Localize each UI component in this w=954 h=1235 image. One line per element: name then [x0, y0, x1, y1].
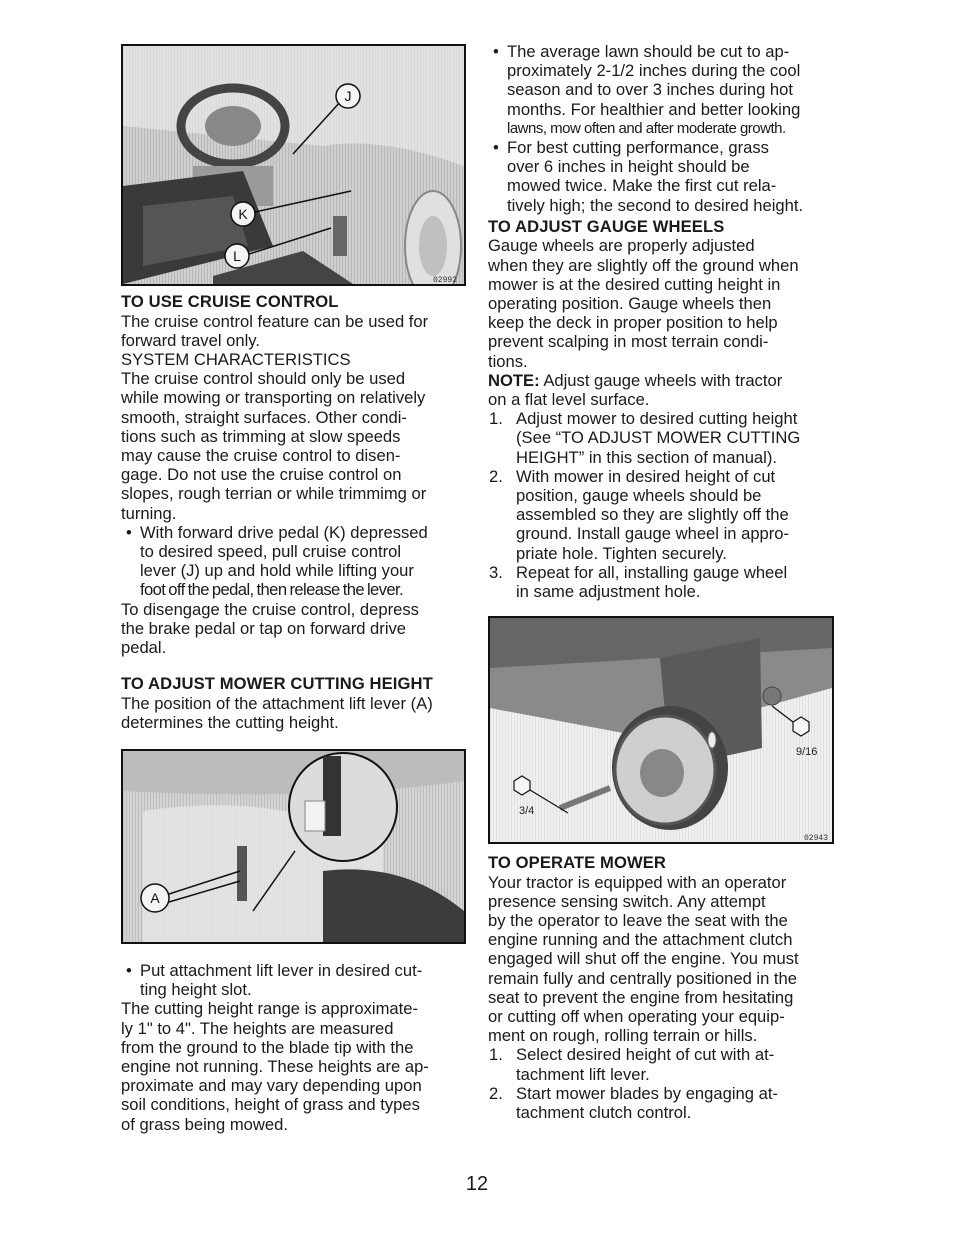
callout-l-label: L — [233, 248, 241, 264]
gauge-wheel-illustration — [490, 618, 832, 842]
left-column-lower — [121, 961, 466, 1134]
cutting-height-body: The cutting height range is approximate- ly 1" to 4". The heights are measured from the ground to the blade tip with the engine not running. These heights are ap- proximate and may vary depending upon soil conditions, height of grass and types of grass being mowed. — [121, 999, 429, 1134]
cruise-control-illustration — [123, 46, 464, 284]
section-heading-gauge-wheels: TO ADJUST GAUGE WHEELS — [488, 216, 725, 236]
callout-j-label: J — [344, 88, 352, 104]
wrench-size-3-4: 3/4 — [519, 805, 535, 817]
system-characteristics-subheading: SYSTEM CHARACTERISTICS — [121, 349, 351, 369]
list-item: • With forward drive pedal (K) depressed to desired speed, pull cruise control lever (J) up and hold while lifting your foot off the pedal, then release the lever. — [121, 523, 466, 600]
section-heading-operate-mower: TO OPERATE MOWER — [488, 853, 666, 872]
wrench-size-9-16: 9/16 — [796, 746, 818, 758]
gauge-body: Gauge wheels are properly adjusted when they are slightly off the ground when mower is at the desired cutting height in operating position. Gauge wheels then keep the deck in proper position to help prevent scalping in most terrain condi- tions. — [488, 236, 799, 371]
callout-a-label: A — [150, 890, 160, 906]
figure-gauge-wheel — [488, 616, 834, 844]
left-column — [121, 292, 466, 732]
cruise-disengage: To disengage the cruise control, depress the brake pedal or tap on forward drive pedal. — [121, 599, 419, 657]
figure-code: 02943 — [803, 834, 828, 842]
list-item: • The average lawn should be cut to ap- proximately 2-1/2 inches during the cool season and to over 3 inches during hot months. For healthier and better looking lawns, mow often and after moderate growth. — [488, 42, 833, 138]
cruise-intro: The cruise control feature can be used for forward travel only. — [121, 311, 429, 350]
right-column-lower — [488, 853, 833, 1122]
section-heading-cutting-height: TO ADJUST MOWER CUTTING HEIGHT — [121, 674, 433, 694]
hex-nut-9-16-icon — [793, 717, 809, 736]
figure-code: 02992 — [432, 276, 457, 284]
operate-steps — [488, 1045, 833, 1122]
cruise-body: The cruise control should only be used while mowing or transporting on relatively smooth, straight surfaces. Other condi- tions such as trimming at slow speeds may cause the cruise control to disen- gage. Do not use the cruise control on slopes, rough terrian or while trimmimg or turning. — [121, 369, 427, 523]
figure-cruise-control — [121, 44, 466, 286]
lawn-bullets — [488, 42, 833, 215]
list-item: 2. With mower in desired height of cut position, gauge wheels should be assembled so they are slightly off the ground. Install gauge wheel in appro- priate hole. Tighten securely. — [489, 466, 790, 563]
right-column — [488, 42, 833, 601]
list-item: • Put attachment lift lever in desired cut- ting height slot. — [121, 961, 466, 999]
lift-lever-illustration — [123, 751, 464, 942]
list-item: 3. Repeat for all, installing gauge wheel in same adjustment hole. — [489, 562, 788, 601]
gauge-steps — [488, 409, 833, 601]
list-item: 2. Start mower blades by engaging at- tachment clutch control. — [489, 1083, 778, 1122]
page-number: 12 — [465, 1173, 489, 1195]
height-bullets — [121, 961, 466, 999]
cutting-height-intro: The position of the attachment lift lever (A) determines the cutting height. — [121, 693, 433, 732]
callout-k-label: K — [238, 206, 248, 222]
section-heading-cruise: TO USE CRUISE CONTROL — [121, 292, 339, 311]
figure-lift-lever — [121, 749, 466, 944]
list-item: • For best cutting performance, grass over 6 inches in height should be mowed twice. Make the first cut rela- tively high; the second to desired height. — [488, 138, 833, 215]
list-item: 1. Adjust mower to desired cutting height (See “TO ADJUST MOWER CUTTING HEIGHT” in this section of manual). — [489, 409, 801, 467]
cruise-bullets — [121, 523, 466, 600]
list-item: 1. Select desired height of cut with at- tachment lift lever. — [489, 1045, 775, 1084]
gauge-note: NOTE: Adjust gauge wheels with tractor on a flat level surface. — [488, 370, 783, 409]
note-label: NOTE: — [488, 370, 540, 390]
operate-body: Your tractor is equipped with an operator presence sensing switch. Any attempt by the operator to leave the seat with the engine running and the attachment clutch engaged will shut off the engine. You must remain fully and centrally positioned in the seat to prevent the engine from hesitating or cutting off when operating your equip- ment on rough, rolling terrain or hills. — [488, 872, 799, 1046]
hex-bolt-3-4-icon — [514, 776, 530, 795]
